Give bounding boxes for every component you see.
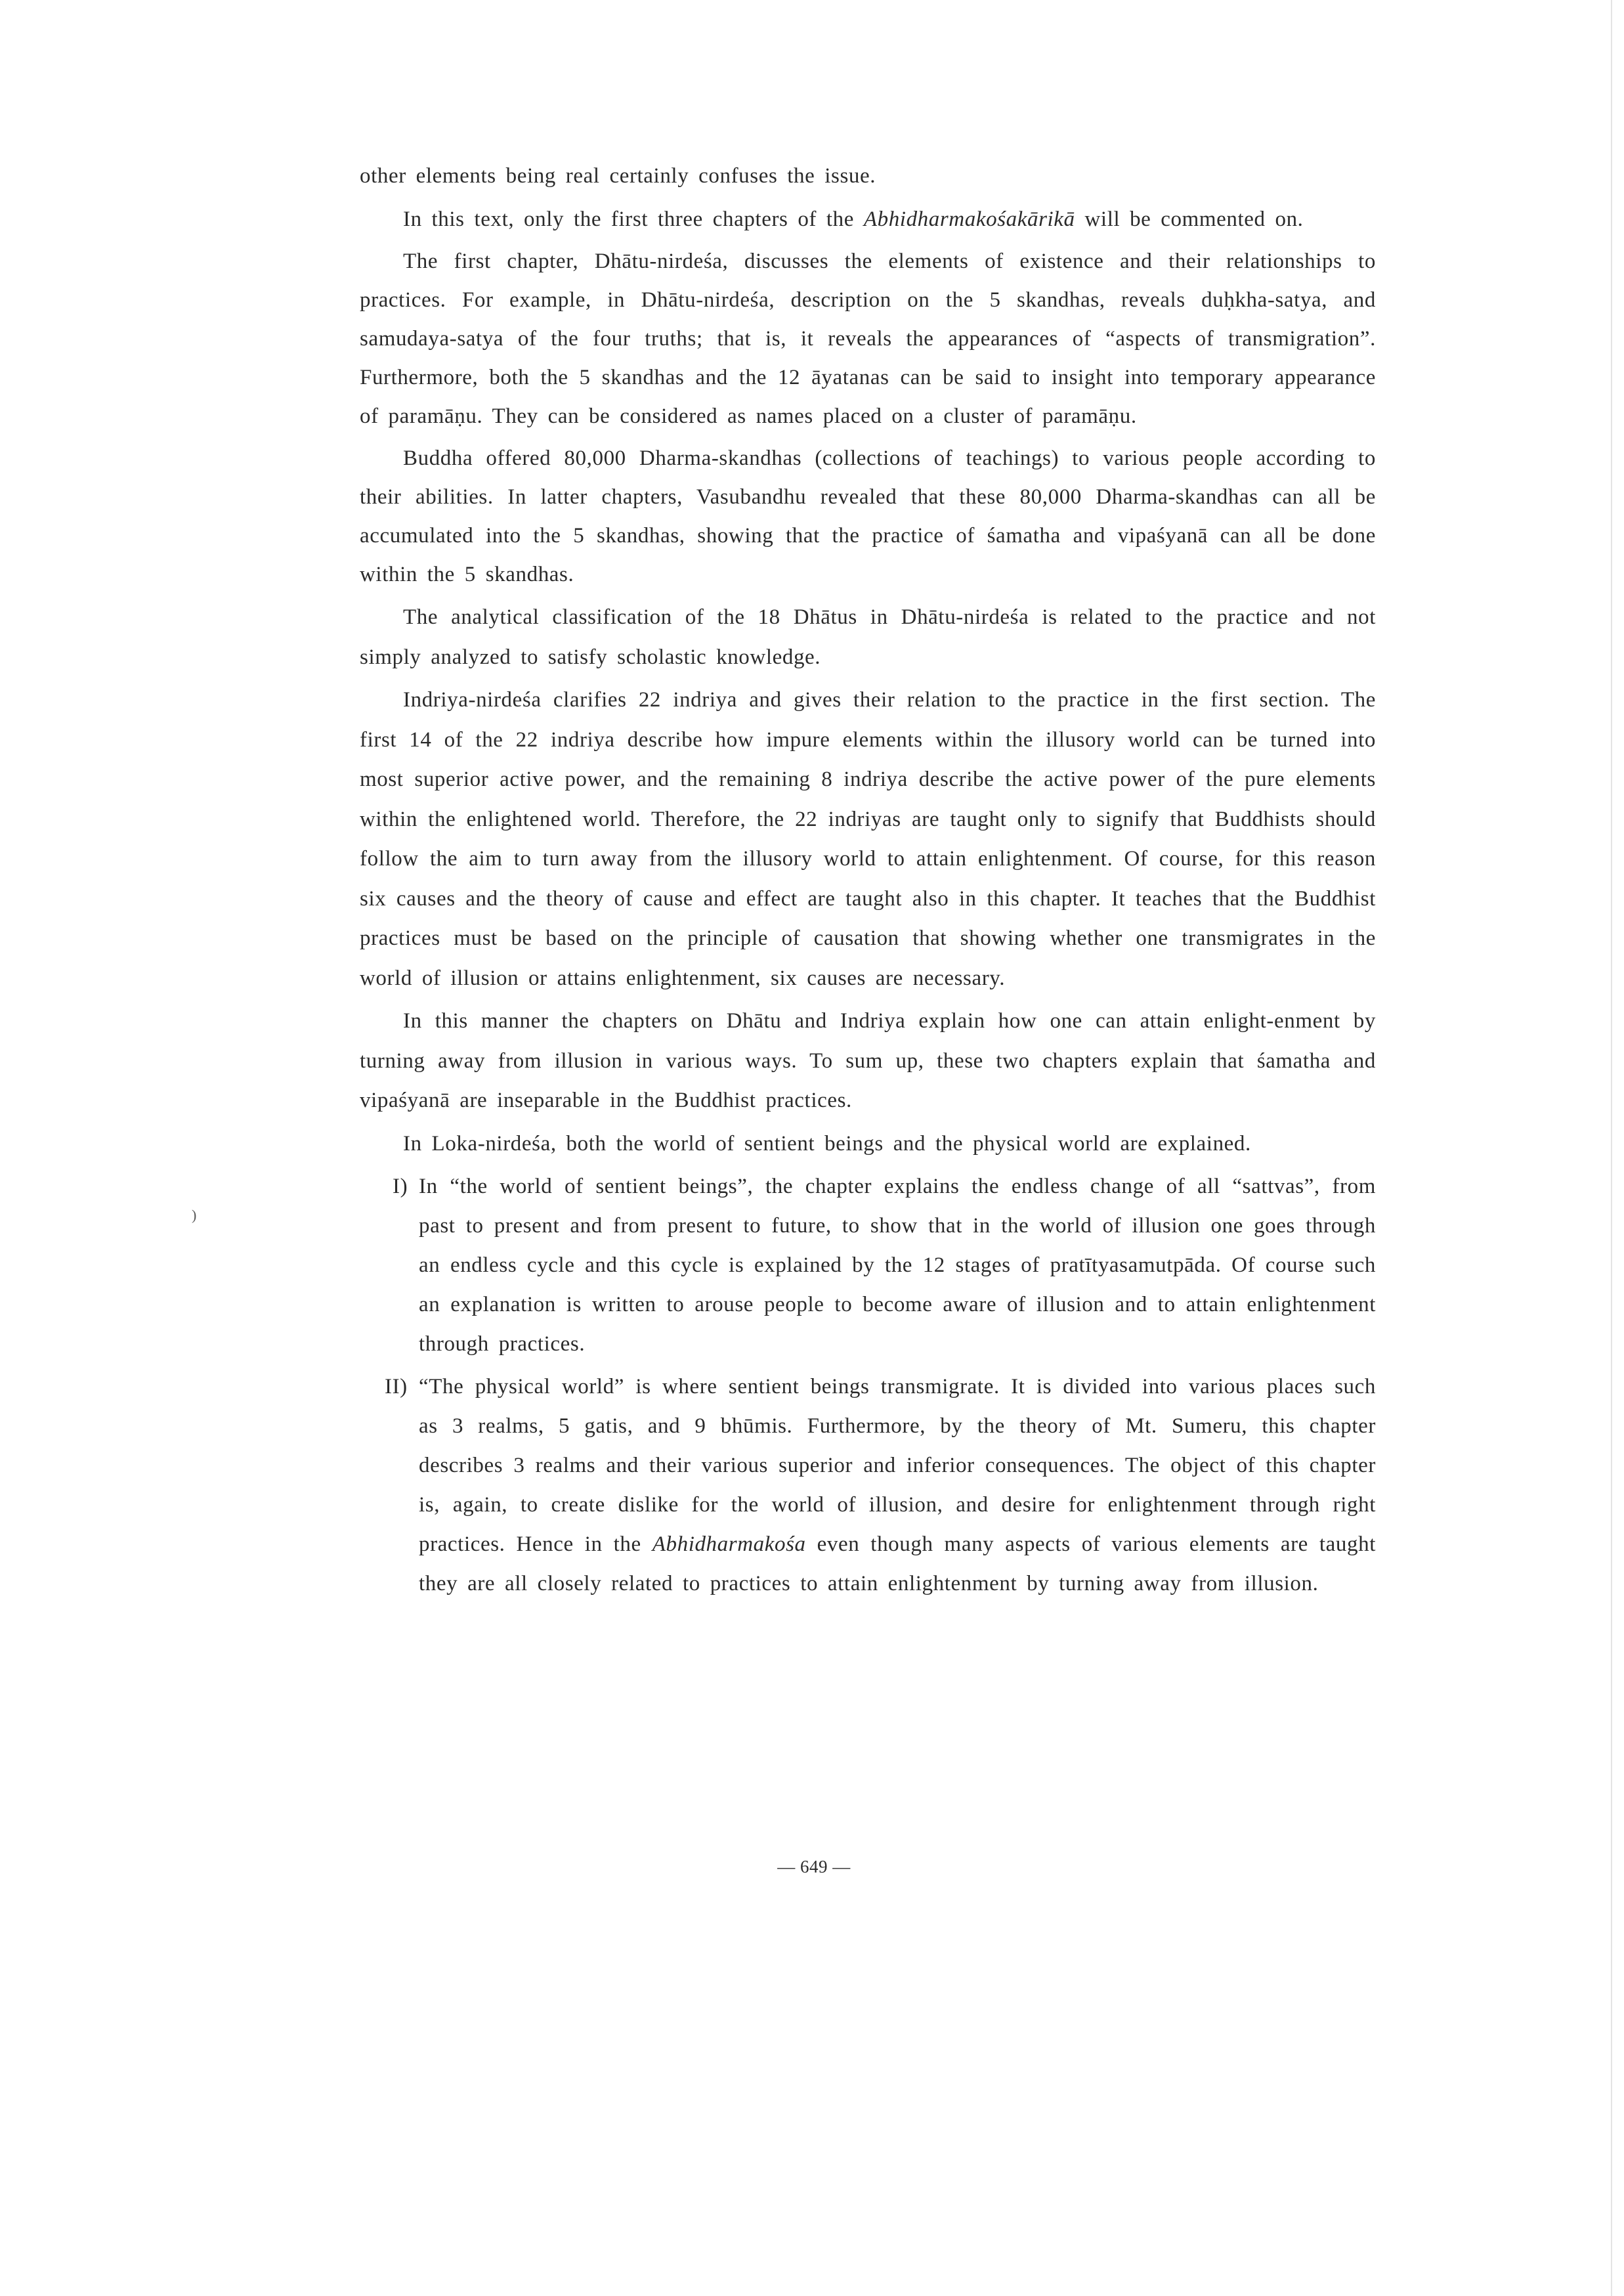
paragraph-continuation <box>360 156 1376 196</box>
book-title: Abhidharmakośa <box>652 1532 806 1556</box>
paragraph-text: In Loka-nirdeśa, both the world of sentient beings and the physical world are explained. <box>403 1131 1251 1156</box>
paragraph-text: In this text, only the first three chapters of the <box>403 207 864 231</box>
book-title: Abhidharmakośakārikā <box>863 207 1075 231</box>
paragraph-dhatus <box>360 597 1376 677</box>
paragraph-text: will be commented on. <box>1075 207 1304 231</box>
paragraph-text: Indriya-nirdeśa clarifies 22 indriya and gives their relation to the practice in the first section. The first 14 of the 22 indriya describe how impure elements within the illusory world can be turned into most superior active power, and the remaining 8 indriya describe the active power of the pure elements within the enlightened world. Therefore, the 22 indriyas are taught only to signify that Buddhists should follow the aim to turn away from the illusory world to attain enlightenment. Of course, for this reason six causes and the theory of cause and effect are taught also in this chapter. It teaches that the Buddhist practices must be based on the principle of causation that showing whether one transmigrates in the world of illusion or attains enlightenment, six causes are necessary. <box>360 688 1376 990</box>
list-item-text: even though many aspects of various elements are taught they are all closely related to practices to attain enlightenment by turning away from illusion. <box>419 1532 1376 1595</box>
scan-edge-line <box>1611 0 1612 2296</box>
paragraph-text: other elements being real certainly confuses the issue. <box>360 164 876 188</box>
page-number: — 649 — <box>777 1857 851 1876</box>
body-text <box>360 156 1376 1607</box>
list-item-text: “The physical world” is where sentient beings transmigrate. It is divided into various places such as 3 realms, 5 gatis, and 9 bhūmis. Furthermore, by the theory of Mt. Sumeru, this chapter describes 3 realms and their various superior and inferior consequences. The object of this chapter is, again, to create dislike for the world of illusion, and desire for enlightenment through right practices. Hence in the <box>419 1375 1376 1556</box>
paragraph-dhatu-nirdesa <box>360 242 1376 436</box>
paragraph-text: In this manner the chapters on Dhātu and Indriya explain how one can attain enlight-enment by turning away from illusion in various ways. To sum up, these two chapters explain that śamatha and vipaśyanā are inseparable in the Buddhist practices. <box>360 1009 1376 1112</box>
paragraph-loka-nirdesa <box>360 1124 1376 1164</box>
list-marker: I) <box>393 1175 408 1198</box>
margin-stray-mark: ) <box>192 1207 197 1223</box>
paragraph-text: The analytical classification of the 18 Dhātus in Dhātu-nirdeśa is related to the practice and not simply analyzed to satisfy scholastic knowledge. <box>360 605 1376 669</box>
list-marker: II) <box>385 1375 408 1398</box>
paragraph-indriya-nirdesa <box>360 680 1376 998</box>
list-item-physical-world <box>360 1367 1376 1603</box>
paragraph-text: The first chapter, Dhātu-nirdeśa, discusses the elements of existence and their relationships to practices. For example, in Dhātu-nirdeśa, description on the 5 skandhas, reveals duḥkha-satya, and samudaya-satya of the four truths; that is, it reveals the appearances of “aspects of transmigration”. Furthermore, both the 5 skandhas and the 12 āyatanas can be said to insight into temporary appearance of paramāṇu. They can be considered as names placed on a cluster of paramāṇu. <box>360 249 1376 428</box>
paragraph-scope <box>360 200 1376 240</box>
paragraph-text: Buddha offered 80,000 Dharma-skandhas (collections of teachings) to various people according to their abilities. In latter chapters, Vasubandhu revealed that these 80,000 Dharma-skandhas can all be accumulated into the 5 skandhas, showing that the practice of śamatha and vipaśyanā can all be done within the 5 skandhas. <box>360 446 1376 586</box>
paragraph-summary <box>360 1001 1376 1121</box>
list-item-sentient-beings <box>360 1167 1376 1364</box>
paragraph-dharma-skandhas <box>360 439 1376 594</box>
list-item-text: In “the world of sentient beings”, the chapter explains the endless change of all “sattvas”, from past to present and from present to future, to show that in the world of illusion one goes through an endless cycle and this cycle is explained by the 12 stages of pratītyasamutpāda. Of course such an explanation is written to arouse people to become aware of illusion and to attain enlightenment through practices. <box>419 1175 1376 1356</box>
